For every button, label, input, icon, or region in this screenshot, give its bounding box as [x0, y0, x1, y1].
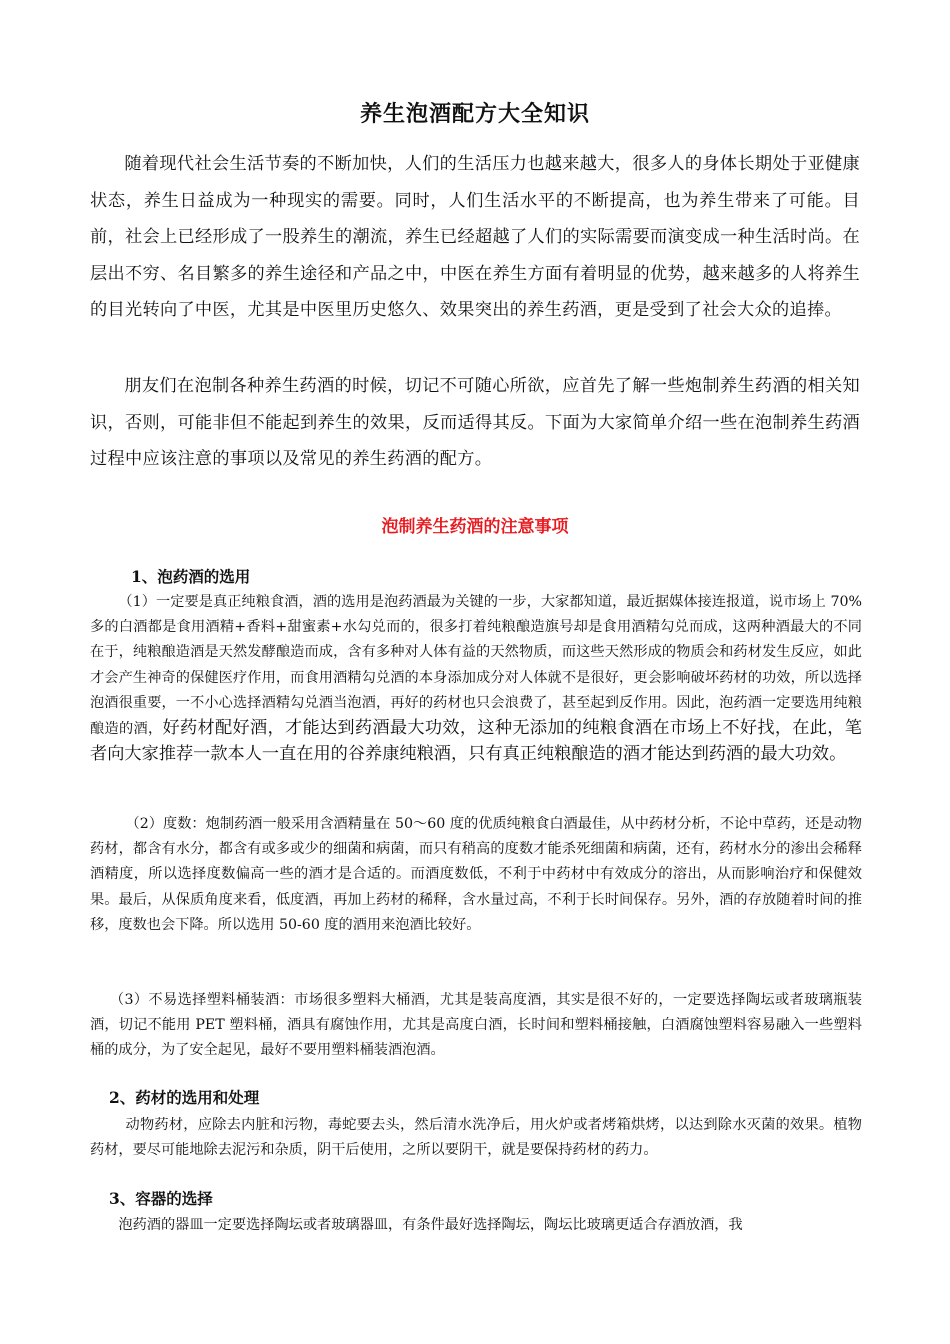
heading-herb-handling: 2、药材的选用和处理	[109, 1088, 260, 1107]
intro-paragraph-2: 朋友们在泡制各种养生药酒的时候，切记不可随心所欲，应首先了解一些炮制养生药酒的相关知识，否则，可能非但不能起到养生的效果，反而适得其反。下面为大家简单介绍一些在泡制养生药酒过程中应该注意的事项以及常见的养生药酒的配方。	[90, 376, 860, 469]
paragraph-plastic-barrel: （3）不易选择塑料桶装酒：市场很多塑料大桶酒，尤其是装高度酒，其实是很不好的，一定要选择陶坛或者玻璃瓶装酒，切记不能用 PET 塑料桶，酒具有腐蚀作用，尤其是高度白酒，长时间和塑料桶接触，白酒腐蚀塑料容易融入一些塑料桶的成分，为了安全起见，最好不要用塑料桶装酒泡酒。	[90, 992, 862, 1059]
paragraph-alcohol-degree: （2）度数：炮制药酒一般采用含酒精量在 50～60 度的优质纯粮食白酒最佳，从中药材分析，不论中草药，还是动物药材，都含有水分，都含有或多或少的细菌和病菌，而只有稍高的度数才能杀死细菌和病菌，还有，药材水分的渗出会稀释酒精度，所以选择度数偏高一些的酒才是合适的。而酒度数低，不利于中药材中有效成分的溶出，从而影响治疗和保健效果。最后，从保质角度来看，低度酒，再加上药材的稀释，含水量过高，不利于长时间保存。另外，酒的存放随着时间的推移，度数也会下降。所以选用 50-60 度的酒用来泡酒比较好。	[90, 816, 862, 933]
paragraph-pure-grain-wine-large: 好药材配好酒，才能达到药酒最大功效，这种无添加的纯粮食酒在市场上不好找，在此，笔者向大家推荐一款本人一直在用的谷养康纯粮酒，只有真正纯粮酿造的酒才能达到药酒的最大功效。	[90, 718, 862, 765]
paragraph-container-selection: 泡药酒的器皿一定要选择陶坛或者玻璃器皿，有条件最好选择陶坛，陶坛比玻璃更适合存酒放酒，我	[118, 1217, 743, 1233]
page-title: 养生泡酒配方大全知识	[359, 101, 590, 127]
heading-container-selection: 3、容器的选择	[109, 1189, 213, 1208]
intro-paragraph-1: 随着现代社会生活节奏的不断加快，人们的生活压力也越来越大，很多人的身体长期处于亚健康状态，养生日益成为一种现实的需要。同时，人们生活水平的不断提高，也为养生带来了可能。目前，社会上已经形成了一股养生的潮流，养生已经超越了人们的实际需要而演变成一种生活时尚。在层出不穷、名目繁多的养生途径和产品之中，中医在养生方面有着明显的优势，越来越多的人将养生的目光转向了中医，尤其是中医里历史悠久、效果突出的养生药酒，更是受到了社会大众的追捧。	[90, 154, 860, 320]
paragraph-pure-grain-wine-small: （1）一定要是真正纯粮食酒，酒的选用是泡药酒最为关键的一步，大家都知道，最近据媒体接连报道，说市场上 70%多的白酒都是食用酒精+香料+甜蜜素+水勾兑而的，很多打着纯粮酿造旗号却是食用酒精勾兑而成，这两种酒最大的不同在于，纯粮酿造酒是天然发酵酿造而成，含有多种对人体有益的天然物质，而这些天然形成的物质会和药材发生反应，如此才会产生神奇的保健医疗作用，而食用酒精勾兑酒的本身添加成分对人体就不是很好，更会影响破坏药材的功效，所以选择泡酒很重要，一不小心选择酒精勾兑酒当泡酒，再好的药材也只会浪费了，甚至起到反作用。因此，泡药酒一定要选用纯粮酿造的酒，	[90, 594, 862, 738]
section-title: 泡制养生药酒的注意事项	[381, 517, 569, 537]
paragraph-pure-grain-wine	[90, 590, 862, 768]
paragraph-herb-handling: 动物药材，应除去内脏和污物，毒蛇要去头，然后清水洗净后，用火炉或者烤箱烘烤，以达到除水灭菌的效果。植物药材，要尽可能地除去泥污和杂质，阴干后使用，之所以要阴干，就是要保持药材的药力。	[90, 1117, 862, 1159]
heading-wine-selection: 1、泡药酒的选用	[131, 567, 251, 586]
